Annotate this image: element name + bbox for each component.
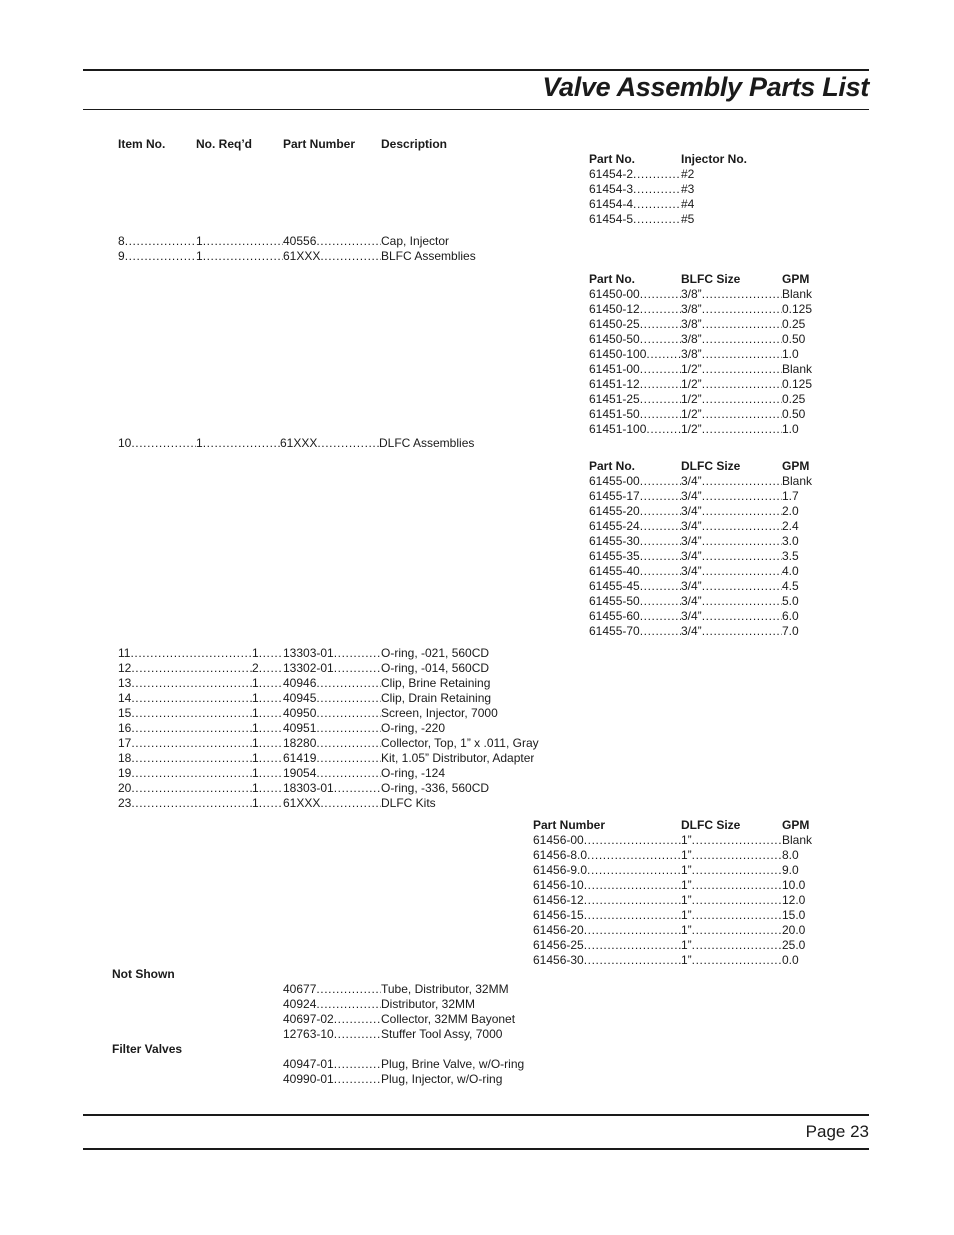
blfc-table-row (589, 302, 812, 317)
item-row-cell: Collector, Top, 1” x .011, Gray (381, 736, 539, 750)
dlfc-kit-table-row (533, 908, 805, 923)
item-row-cell: 1 ..... (196, 249, 283, 264)
blfc-table-row (589, 332, 805, 347)
dlfc-kit-table-row-cell: 1” ..... (681, 893, 782, 908)
blfc-table-header-2: GPM (782, 272, 810, 286)
dlfc-table-row (589, 474, 812, 489)
dlfc-table-row (589, 624, 799, 639)
dlfc-table-row-cell: 61455-24 ..... (589, 519, 681, 534)
dlfc-kit-table-row-cell: 1” ..... (681, 953, 782, 968)
dlfc-kit-table-row (533, 953, 799, 968)
item-row-cell: Kit, 1.05” Distributor, Adapter (381, 751, 535, 765)
item-row-cell: 12 ..... (118, 661, 252, 676)
item-row (118, 766, 445, 781)
injector-table-header-1: Injector No. (681, 152, 748, 166)
dlfc-kit-table-row-cell: 61456-25 ..... (533, 938, 681, 953)
item-row (118, 249, 476, 264)
blfc-table-row-cell: 1.0 (782, 347, 799, 361)
dlfc-table-row-cell: 2.4 (782, 519, 799, 533)
dlfc-table-row (589, 549, 799, 564)
blfc-table-row (589, 347, 799, 362)
blfc-table-row-cell: 1/2” ..... (681, 362, 782, 377)
not-shown-row-cell: Distributor, 32MM (381, 997, 476, 1011)
dlfc-kit-table-row-cell: 9.0 (782, 863, 799, 877)
item-row-cell: 40556 ..... (283, 234, 381, 249)
item-row (118, 751, 534, 766)
item-row-cell: BLFC Assemblies (381, 249, 476, 263)
dlfc-kit-table-row-cell: 61456-12 ..... (533, 893, 681, 908)
filter-valves-row (283, 1072, 502, 1087)
item-row-cell: O-ring, -220 (381, 721, 446, 735)
not-shown-label: Not Shown (112, 967, 175, 981)
dlfc-table-row (589, 609, 799, 624)
item-row-cell: 1 ..... (252, 751, 283, 766)
injector-table-row (589, 167, 694, 182)
filter-valves-row (283, 1057, 524, 1072)
item-row-cell: 14 ..... (118, 691, 252, 706)
dlfc-kit-table-row (533, 863, 799, 878)
injector-table-row-cell: 61454-4 ..... (589, 197, 681, 212)
item-row-cell: 18303-01 ..... (283, 781, 381, 796)
dlfc-kit-table-row-cell: 25.0 (782, 938, 806, 952)
not-shown-row-cell: 40697-02 ..... (283, 1012, 381, 1027)
item-row-cell: O-ring, -014, 560CD (381, 661, 490, 675)
main-column-header-0: Item No. (118, 137, 166, 151)
dlfc-table-row-cell: 3/4” ..... (681, 489, 782, 504)
dlfc-kit-table-row-cell: 15.0 (782, 908, 806, 922)
dlfc-kit-table-header-2: GPM (782, 818, 810, 832)
blfc-table-row-cell: 0.125 (782, 302, 813, 316)
injector-table-row (589, 197, 694, 212)
dlfc-kit-table-row (533, 893, 805, 908)
dlfc-kit-table-row-cell: 0.0 (782, 953, 799, 967)
dlfc-kit-table-row-cell: 61456-20 ..... (533, 923, 681, 938)
item-row-cell: Clip, Brine Retaining (381, 676, 491, 690)
dlfc-table-row-cell: 61455-00 ..... (589, 474, 681, 489)
dlfc-kit-table-row (533, 878, 805, 893)
item-row-cell: 23 ..... (118, 796, 252, 811)
dlfc-kit-table-row-cell: 61456-8.0 ..... (533, 848, 681, 863)
dlfc-kit-table-row-cell: 10.0 (782, 878, 806, 892)
blfc-table-row (589, 287, 812, 302)
blfc-table-row-cell: 3/8” ..... (681, 347, 782, 362)
blfc-table-row-cell: 3/8” ..... (681, 287, 782, 302)
dlfc-kit-table-row-cell: 1” ..... (681, 848, 782, 863)
filter-valves-row-cell: Plug, Injector, w/O-ring (381, 1072, 503, 1086)
blfc-table-row-cell: 61451-12 ..... (589, 377, 681, 392)
injector-table-row (589, 182, 694, 197)
not-shown-row (283, 997, 475, 1012)
not-shown-row-cell: Stuffer Tool Assy, 7000 (381, 1027, 503, 1041)
item-row-cell: O-ring, -336, 560CD (381, 781, 490, 795)
dlfc-table-row (589, 579, 799, 594)
item-row-cell: 16 ..... (118, 721, 252, 736)
blfc-table-row-cell: 61450-12 ..... (589, 302, 681, 317)
item-row-cell: 40951 ..... (283, 721, 381, 736)
item-row-cell: 61XXX ..... (283, 249, 381, 264)
item-row-cell: 8 ..... (118, 234, 196, 249)
dlfc-kit-table-row-cell: 61456-10 ..... (533, 878, 681, 893)
dlfc-table-row-cell: Blank (782, 474, 813, 488)
dlfc-table-row (589, 534, 799, 549)
footer-bottom-rule (83, 1148, 869, 1150)
injector-table-row-cell: 61454-2 ..... (589, 167, 681, 182)
dlfc-table-row-cell: 5.0 (782, 594, 799, 608)
dlfc-table-row-cell: 61455-35 ..... (589, 549, 681, 564)
item-row-cell: O-ring, -124 (381, 766, 446, 780)
main-column-header-3: Description (381, 137, 448, 151)
dlfc-kit-table-row-cell: 1” ..... (681, 923, 782, 938)
dlfc-kit-table-row-cell: 8.0 (782, 848, 799, 862)
item-row-cell: 1 ..... (252, 721, 283, 736)
dlfc-table-row-cell: 3/4” ..... (681, 504, 782, 519)
item-row-cell: 13 ..... (118, 676, 252, 691)
item-row-cell: 1 ..... (252, 796, 283, 811)
dlfc-table-row-cell: 61455-30 ..... (589, 534, 681, 549)
item-row-cell: 18 ..... (118, 751, 252, 766)
dlfc-table-row-cell: 3/4” ..... (681, 534, 782, 549)
dlfc-kit-table-row-cell: 1” ..... (681, 938, 782, 953)
blfc-table-row-cell: 3/8” ..... (681, 317, 782, 332)
blfc-table-row-cell: 61450-00 ..... (589, 287, 681, 302)
item-row-cell: 61419 ..... (283, 751, 381, 766)
dlfc-kit-table-row-cell: 1” ..... (681, 863, 782, 878)
injector-table-header-0: Part No. (589, 152, 636, 166)
blfc-table-row-cell: 61451-50 ..... (589, 407, 681, 422)
dlfc-table-row-cell: 3/4” ..... (681, 474, 782, 489)
main-column-header-1: No. Req’d (196, 137, 252, 151)
injector-table-row-cell: 61454-3 ..... (589, 182, 681, 197)
injector-table-row-cell: #4 (681, 197, 695, 211)
dlfc-table-header-1: DLFC Size (681, 459, 741, 473)
blfc-table-row-cell: 3/8” ..... (681, 332, 782, 347)
item-row-cell: 1 ..... (252, 646, 283, 661)
blfc-table-row (589, 362, 812, 377)
dlfc-table-row-cell: 3/4” ..... (681, 624, 782, 639)
blfc-table-row-cell: Blank (782, 362, 813, 376)
dlfc-table-row-cell: 3/4” ..... (681, 564, 782, 579)
item-row-cell: Cap, Injector (381, 234, 450, 248)
blfc-table-row-cell: Blank (782, 287, 813, 301)
item-row (118, 661, 489, 676)
blfc-table-row (589, 392, 805, 407)
injector-table-row (589, 212, 694, 227)
dlfc-table-row-cell: 61455-40 ..... (589, 564, 681, 579)
dlfc-table-row-cell: 3.0 (782, 534, 799, 548)
dlfc-table-row-cell: 3/4” ..... (681, 594, 782, 609)
dlfc-kit-table-row (533, 923, 805, 938)
not-shown-row (283, 982, 509, 997)
item-row-cell: 19 ..... (118, 766, 252, 781)
dlfc-kit-table-header-0: Part Number (533, 818, 606, 832)
blfc-table-row-cell: 1/2” ..... (681, 392, 782, 407)
item-row (118, 676, 490, 691)
dlfc-table-row (589, 519, 799, 534)
item-row (118, 721, 445, 736)
item-row-cell: 61XXX ..... (283, 796, 381, 811)
page-title: Valve Assembly Parts List (542, 72, 869, 102)
blfc-table-row-cell: 1/2” ..... (681, 377, 782, 392)
item-row (118, 706, 498, 721)
item-row-cell: 19054 ..... (283, 766, 381, 781)
item-row-cell: 20 ..... (118, 781, 252, 796)
dlfc-table-row-cell: 61455-70 ..... (589, 624, 681, 639)
dlfc-table-row (589, 489, 799, 504)
dlfc-kit-table-row-cell: 1” ..... (681, 878, 782, 893)
blfc-table-row-cell: 1.0 (782, 422, 799, 436)
item-row-cell: DLFC Kits (381, 796, 436, 810)
item-row-cell: O-ring, -021, 560CD (381, 646, 490, 660)
dlfc-kit-table-row-cell: 61456-00 ..... (533, 833, 681, 848)
item-row-cell: 17 ..... (118, 736, 252, 751)
filter-valves-row-cell: Plug, Brine Valve, w/O-ring (381, 1057, 525, 1071)
blfc-table-row-cell: 0.50 (782, 407, 806, 421)
dlfc-kit-table-row-cell: 61456-15 ..... (533, 908, 681, 923)
page-number: Page 23 (805, 1122, 869, 1141)
blfc-table-row-cell: 61451-00 ..... (589, 362, 681, 377)
item-row-cell: 1 ..... (252, 676, 283, 691)
dlfc-table-row (589, 504, 799, 519)
not-shown-row-cell: 40924 ..... (283, 997, 381, 1012)
blfc-table-header-0: Part No. (589, 272, 636, 286)
injector-table-row-cell: #3 (681, 182, 695, 196)
blfc-table-row-cell: 3/8” ..... (681, 302, 782, 317)
item-row-cell: 1 ..... (252, 766, 283, 781)
dlfc-table-row-cell: 1.7 (782, 489, 799, 503)
dlfc-kit-table-row (533, 938, 805, 953)
dlfc-table-header-2: GPM (782, 459, 810, 473)
dlfc-kit-table-row-cell: 61456-9.0 ..... (533, 863, 681, 878)
blfc-table-row-cell: 61451-100 ..... (589, 422, 681, 437)
blfc-table-row-cell: 0.25 (782, 392, 806, 406)
dlfc-table-row-cell: 4.0 (782, 564, 799, 578)
blfc-table-row-cell: 61450-100 ..... (589, 347, 681, 362)
item-row-cell: 1 ..... (196, 436, 280, 451)
dlfc-table-row-cell: 3/4” ..... (681, 519, 782, 534)
item-row-cell: 1 ..... (252, 706, 283, 721)
item-row-cell: 11 ..... (118, 646, 252, 661)
dlfc-table-row (589, 564, 799, 579)
blfc-table-row-cell: 0.25 (782, 317, 806, 331)
dlfc-kit-table-row-cell: 61456-30 ..... (533, 953, 681, 968)
footer-top-rule (83, 1114, 869, 1116)
dlfc-table-row-cell: 2.0 (782, 504, 799, 518)
item-row-cell: 40945 ..... (283, 691, 381, 706)
item-row-cell: 9 ..... (118, 249, 196, 264)
blfc-table-row-cell: 61450-25 ..... (589, 317, 681, 332)
item-row-cell: 1 ..... (252, 691, 283, 706)
item-row (118, 691, 491, 706)
item-row-cell: 40950 ..... (283, 706, 381, 721)
dlfc-table-row-cell: 3/4” ..... (681, 579, 782, 594)
item-row-cell: 13303-01 ..... (283, 646, 381, 661)
dlfc-kit-table-row-cell: 1” ..... (681, 833, 782, 848)
blfc-table-row (589, 377, 812, 392)
title-underline (83, 109, 869, 110)
blfc-table-row-cell: 0.50 (782, 332, 806, 346)
dlfc-table-row-cell: 7.0 (782, 624, 799, 638)
dlfc-kit-table-header-1: DLFC Size (681, 818, 741, 832)
item-row (118, 646, 489, 661)
dlfc-table-row (589, 594, 799, 609)
item-row (118, 796, 436, 811)
item-row (118, 234, 449, 249)
item-row-cell: 13302-01 ..... (283, 661, 381, 676)
item-row-cell: 1 ..... (252, 736, 283, 751)
filter-valves-label: Filter Valves (112, 1042, 183, 1056)
dlfc-table-row-cell: 6.0 (782, 609, 799, 623)
blfc-table-row (589, 317, 805, 332)
dlfc-table-row-cell: 3/4” ..... (681, 549, 782, 564)
item-row-cell: DLFC Assemblies (379, 436, 475, 450)
item-row-cell: 40946 ..... (283, 676, 381, 691)
not-shown-row (283, 1027, 502, 1042)
top-rule (83, 69, 869, 71)
blfc-table-row (589, 407, 805, 422)
not-shown-row-cell: Tube, Distributor, 32MM (381, 982, 509, 996)
dlfc-table-row-cell: 3/4” ..... (681, 609, 782, 624)
dlfc-table-header-0: Part No. (589, 459, 636, 473)
item-row-cell: 18280 ..... (283, 736, 381, 751)
dlfc-table-row-cell: 61455-60 ..... (589, 609, 681, 624)
item-row-cell: 15 ..... (118, 706, 252, 721)
item-row (118, 781, 489, 796)
blfc-table-header-1: BLFC Size (681, 272, 741, 286)
dlfc-table-row-cell: 4.5 (782, 579, 799, 593)
blfc-table-row-cell: 61451-25 ..... (589, 392, 681, 407)
item-row-cell: 10 ..... (118, 436, 196, 451)
injector-table-row-cell: #2 (681, 167, 695, 181)
item-row (118, 736, 539, 751)
dlfc-kit-table-row (533, 848, 799, 863)
dlfc-table-row-cell: 3.5 (782, 549, 799, 563)
dlfc-kit-table-row-cell: Blank (782, 833, 813, 847)
not-shown-row-cell: 12763-10 ..... (283, 1027, 381, 1042)
item-row-cell: Screen, Injector, 7000 (381, 706, 498, 720)
dlfc-table-row-cell: 61455-17 ..... (589, 489, 681, 504)
injector-table-row-cell: #5 (681, 212, 695, 226)
item-row-cell: 1 ..... (196, 234, 283, 249)
filter-valves-row-cell: 40990-01 ..... (283, 1072, 381, 1087)
item-row-cell: 61XXX ..... (280, 436, 379, 451)
dlfc-kit-table-row-cell: 12.0 (782, 893, 806, 907)
blfc-table-row (589, 422, 799, 437)
item-row-cell: 2 ..... (252, 661, 283, 676)
dlfc-table-row-cell: 61455-50 ..... (589, 594, 681, 609)
not-shown-row-cell: 40677 ..... (283, 982, 381, 997)
item-row (118, 436, 474, 451)
blfc-table-row-cell: 61450-50 ..... (589, 332, 681, 347)
dlfc-table-row-cell: 61455-20 ..... (589, 504, 681, 519)
item-row-cell: Clip, Drain Retaining (381, 691, 492, 705)
filter-valves-row-cell: 40947-01 ..... (283, 1057, 381, 1072)
dlfc-kit-table-row-cell: 20.0 (782, 923, 806, 937)
not-shown-row-cell: Collector, 32MM Bayonet (381, 1012, 516, 1026)
dlfc-kit-table-row (533, 833, 812, 848)
blfc-table-row-cell: 1/2” ..... (681, 422, 782, 437)
dlfc-kit-table-row-cell: 1” ..... (681, 908, 782, 923)
item-row-cell: 1 ..... (252, 781, 283, 796)
blfc-table-row-cell: 0.125 (782, 377, 813, 391)
main-column-header-2: Part Number (283, 137, 356, 151)
blfc-table-row-cell: 1/2” ..... (681, 407, 782, 422)
dlfc-table-row-cell: 61455-45 ..... (589, 579, 681, 594)
not-shown-row (283, 1012, 515, 1027)
injector-table-row-cell: 61454-5 ..... (589, 212, 681, 227)
